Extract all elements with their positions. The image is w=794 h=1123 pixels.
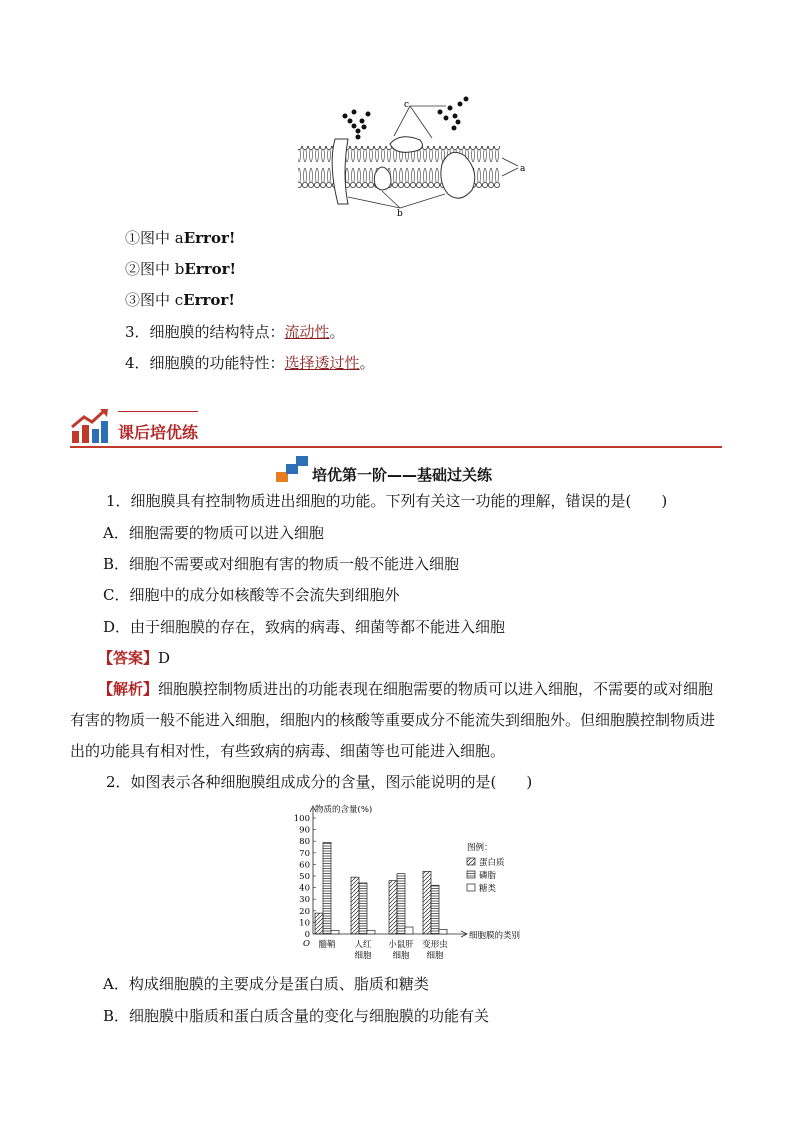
bar-1-0 bbox=[323, 842, 331, 934]
bar-0-1 bbox=[351, 877, 359, 934]
legend-label: 蛋白质 bbox=[479, 858, 505, 868]
q1-option-d: D．由于细胞膜的存在，致病的病毒、细菌等都不能进入细胞 bbox=[103, 618, 506, 636]
section-divider bbox=[70, 446, 722, 448]
category-label: 小鼠肝 bbox=[388, 940, 414, 950]
q1-analysis: 【解析】细胞膜控制物质进出的功能表现在细胞需要的物质可以进入细胞，不需要的或对细胞有害的物质一般不能进入细胞，细胞内的核酸等重要成分不能流失到细胞外。但细胞膜控制物质进出的功能具有相对性，有些致病的病毒、细菌等也可能进入细胞。 bbox=[70, 680, 716, 760]
q1-option-c: C．细胞中的成分如核酸等不会流失到细胞外 bbox=[103, 586, 400, 604]
legend-label: 糖类 bbox=[479, 884, 497, 894]
y-tick-label: 90 bbox=[299, 825, 310, 836]
y-tick-label: 50 bbox=[299, 872, 310, 882]
y-tick-label: 100 bbox=[293, 814, 310, 824]
bar-chart bbox=[285, 800, 555, 968]
item-1: ①图中 aError! bbox=[125, 229, 236, 247]
y-tick-label: 10 bbox=[299, 918, 310, 929]
q2-option-a: A．构成细胞膜的主要成分是蛋白质、脂质和糖类 bbox=[103, 975, 429, 993]
y-tick-label: 40 bbox=[299, 883, 310, 894]
section-subtitle: 培优第一阶——基础过关练 bbox=[312, 466, 493, 484]
y-tick-label: 30 bbox=[299, 895, 310, 906]
bar-2-3 bbox=[439, 929, 447, 934]
bar-0-0 bbox=[315, 913, 323, 934]
bar-2-1 bbox=[367, 931, 375, 934]
y-axis-label: 物质的含量(%) bbox=[315, 805, 373, 815]
answer-fluidity: 流动性 bbox=[284, 323, 330, 341]
bar-0-3 bbox=[423, 871, 431, 934]
section-title-bar bbox=[118, 411, 198, 412]
answer-selective: 选择透过性 bbox=[284, 354, 360, 372]
stairs-icon bbox=[276, 456, 310, 482]
bar-2-0 bbox=[331, 931, 339, 934]
category-label: 变形虫 bbox=[422, 940, 448, 950]
q1-answer: 【答案】D bbox=[98, 649, 171, 667]
bar-1-3 bbox=[431, 885, 439, 934]
y-tick-label: 0 bbox=[304, 930, 310, 940]
section-title: 课后培优练 bbox=[118, 423, 199, 442]
y-tick-label: 20 bbox=[299, 906, 310, 917]
legend-title: 图例： bbox=[467, 843, 493, 853]
label-a: a bbox=[520, 164, 526, 174]
q1-option-b: B．细胞不需要或对细胞有害的物质一般不能进入细胞 bbox=[103, 555, 460, 573]
category-label: 细胞 bbox=[392, 951, 410, 961]
legend-label: 磷脂 bbox=[479, 871, 497, 881]
q2-stem: 2．如图表示各种细胞膜组成成分的含量，图示能说明的是( ) bbox=[106, 773, 533, 791]
legend-swatch bbox=[467, 858, 475, 865]
surface-protein bbox=[390, 137, 422, 153]
category-label: 细胞 bbox=[426, 951, 444, 961]
bar-1-1 bbox=[359, 883, 367, 934]
y-tick-label: 70 bbox=[299, 848, 310, 859]
item-3: ③图中 cError! bbox=[125, 291, 235, 309]
origin-label: O bbox=[303, 939, 310, 949]
chart-growth-icon bbox=[70, 407, 110, 445]
label-c: c bbox=[404, 100, 410, 110]
y-tick-label: 60 bbox=[299, 860, 310, 871]
y-tick-label: 80 bbox=[299, 837, 310, 848]
label-b: b bbox=[397, 209, 403, 219]
legend-swatch bbox=[467, 884, 475, 891]
q2-option-b: B．细胞膜中脂质和蛋白质含量的变化与细胞膜的功能有关 bbox=[103, 1007, 490, 1025]
item-2: ②图中 bError! bbox=[125, 260, 237, 278]
fact-function: 4．细胞膜的功能特性：选择透过性。 bbox=[125, 354, 375, 372]
category-label: 髓鞘 bbox=[318, 940, 336, 950]
category-label: 人红 bbox=[354, 940, 372, 950]
category-label: 细胞 bbox=[354, 951, 372, 961]
fact-structure: 3．细胞膜的结构特点：流动性。 bbox=[125, 323, 345, 341]
membrane-diagram bbox=[290, 94, 540, 219]
x-axis-label: 细胞膜的类别 bbox=[469, 931, 521, 941]
bar-2-2 bbox=[405, 927, 413, 934]
legend-swatch bbox=[467, 871, 475, 878]
q1-option-a: A．细胞需要的物质可以进入细胞 bbox=[103, 524, 324, 542]
bar-0-2 bbox=[389, 881, 397, 934]
q1-stem: 1．细胞膜具有控制物质进出细胞的功能。下列有关这一功能的理解，错误的是( ) bbox=[106, 492, 668, 510]
bar-1-2 bbox=[397, 874, 405, 934]
